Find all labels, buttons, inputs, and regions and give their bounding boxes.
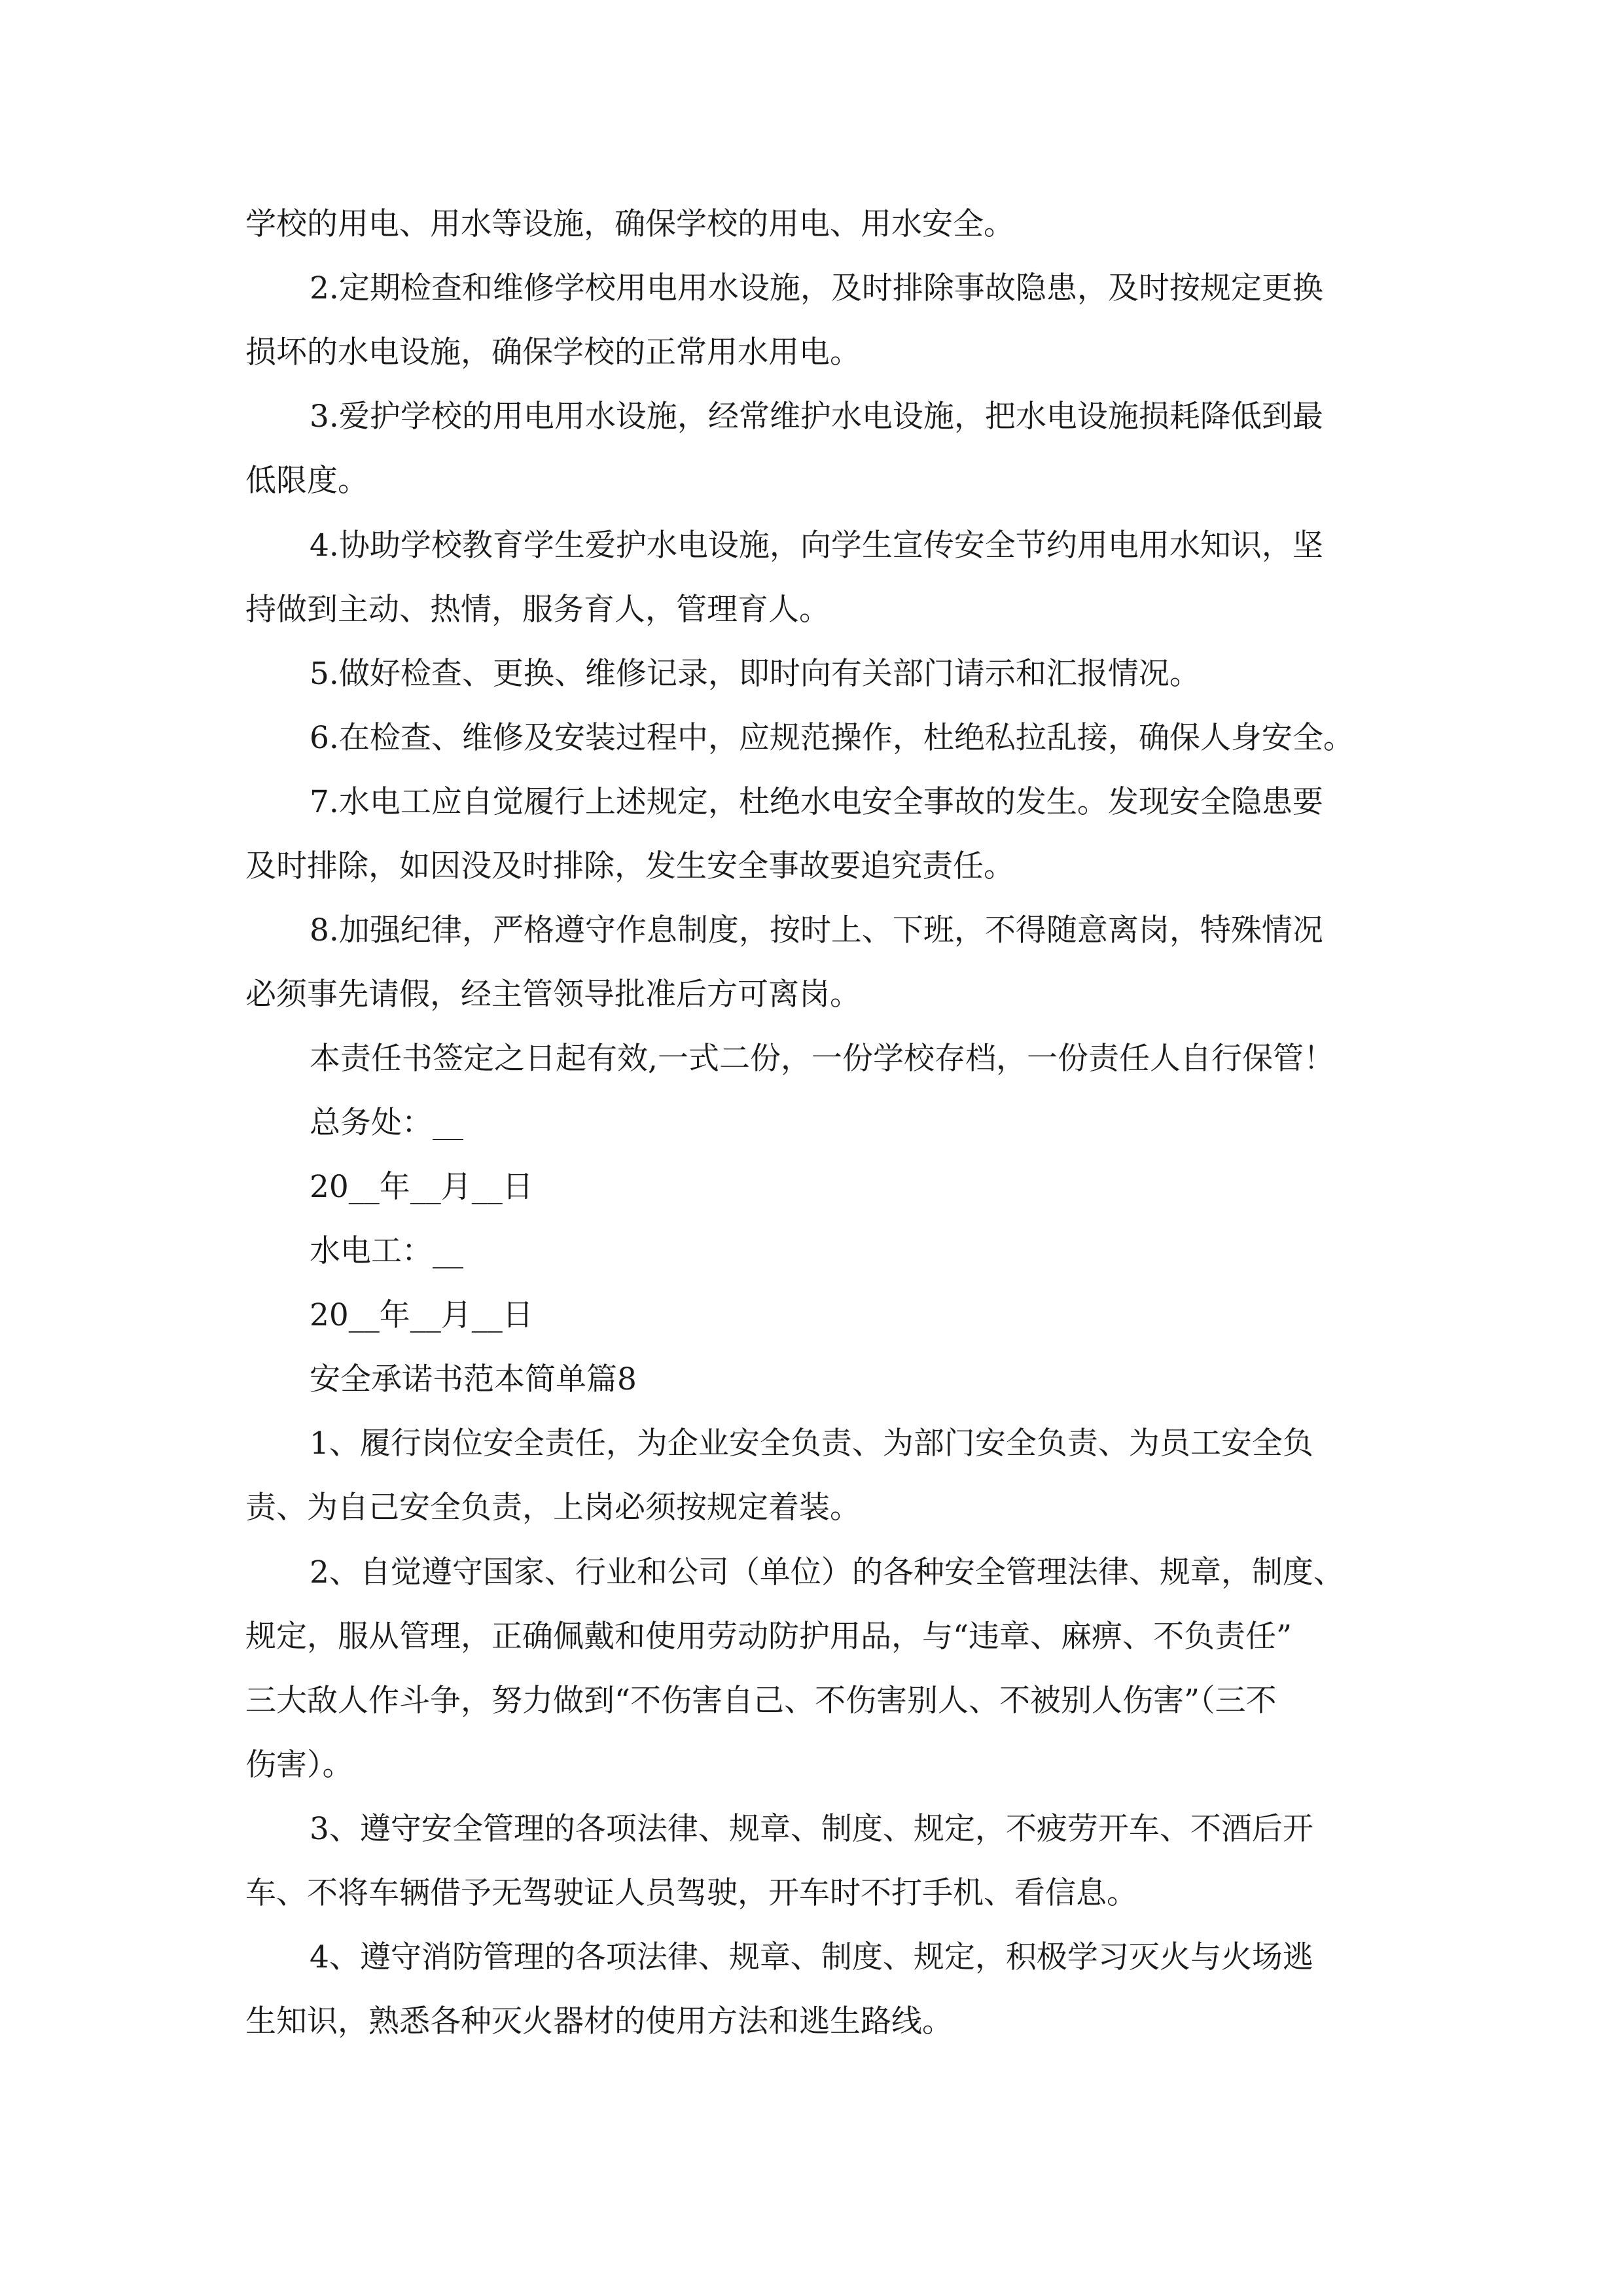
text-line: 本责任书签定之日起有效,一式二份，一份学校存档，一份责任人自行保管！ <box>310 1041 1334 1077</box>
text-line: 三大敌人作斗争，努力做到“不伤害自己、不伤害别人、不被别人伤害”（三不 <box>245 1683 1277 1719</box>
text-line: 车、不将车辆借予无驾驶证人员驾驶，开车时不打手机、看信息。 <box>245 1875 1137 1911</box>
section-title: 安全承诺书范本简单篇8 <box>310 1361 637 1397</box>
text-line: 5.做好检查、更换、维修记录，即时向有关部门请示和汇报情况。 <box>310 656 1200 692</box>
text-line: 及时排除，如因没及时排除，发生安全事故要追究责任。 <box>245 848 1014 884</box>
text-line: 责、为自己安全负责，上岗必须按规定着装。 <box>245 1490 861 1526</box>
text-line: 损坏的水电设施，确保学校的正常用水用电。 <box>245 334 861 370</box>
text-line: 6.在检查、维修及安装过程中，应规范操作，杜绝私拉乱接，确保人身安全。 <box>310 720 1354 756</box>
text-line: 规定，服从管理，正确佩戴和使用劳动防护用品，与“违章、麻痹、不负责任” <box>245 1619 1293 1655</box>
text-line: 3.爱护学校的用电用水设施，经常维护水电设施，把水电设施损耗降低到最 <box>310 399 1323 435</box>
text-line: 8.加强纪律，严格遵守作息制度，按时上、下班，不得随意离岗，特殊情况 <box>310 912 1323 948</box>
text-line: 低限度。 <box>245 463 368 499</box>
text-line: 2、自觉遵守国家、行业和公司（单位）的各种安全管理法律、规章，制度、 <box>310 1554 1344 1590</box>
date-line: 20__年__月__日 <box>310 1169 533 1205</box>
signature-label: 水电工：__ <box>310 1233 463 1269</box>
text-line: 必须事先请假，经主管领导批准后方可离岗。 <box>245 977 861 1013</box>
text-line: 持做到主动、热情，服务育人，管理育人。 <box>245 592 830 628</box>
text-line: 1、履行岗位安全责任，为企业安全负责、为部门安全负责、为员工安全负 <box>310 1426 1313 1462</box>
text-line: 4、遵守消防管理的各项法律、规章、制度、规定，积极学习灭火与火场逃 <box>310 1939 1313 1975</box>
text-line: 伤害）。 <box>245 1747 353 1783</box>
text-line: 生知识，熟悉各种灭火器材的使用方法和逃生路线。 <box>245 2003 953 2039</box>
text-line: 7.水电工应自觉履行上述规定，杜绝水电安全事故的发生。发现安全隐患要 <box>310 784 1323 820</box>
text-line: 学校的用电、用水等设施，确保学校的用电、用水安全。 <box>245 206 1014 242</box>
text-line: 4.协助学校教育学生爱护水电设施，向学生宣传安全节约用电用水知识，坚 <box>310 528 1323 564</box>
text-line: 3、遵守安全管理的各项法律、规章、制度、规定，不疲劳开车、不酒后开 <box>310 1811 1313 1847</box>
signature-label: 总务处：__ <box>310 1105 463 1141</box>
date-line: 20__年__月__日 <box>310 1297 533 1333</box>
text-line: 2.定期检查和维修学校用电用水设施，及时排除事故隐患，及时按规定更换 <box>310 270 1323 306</box>
